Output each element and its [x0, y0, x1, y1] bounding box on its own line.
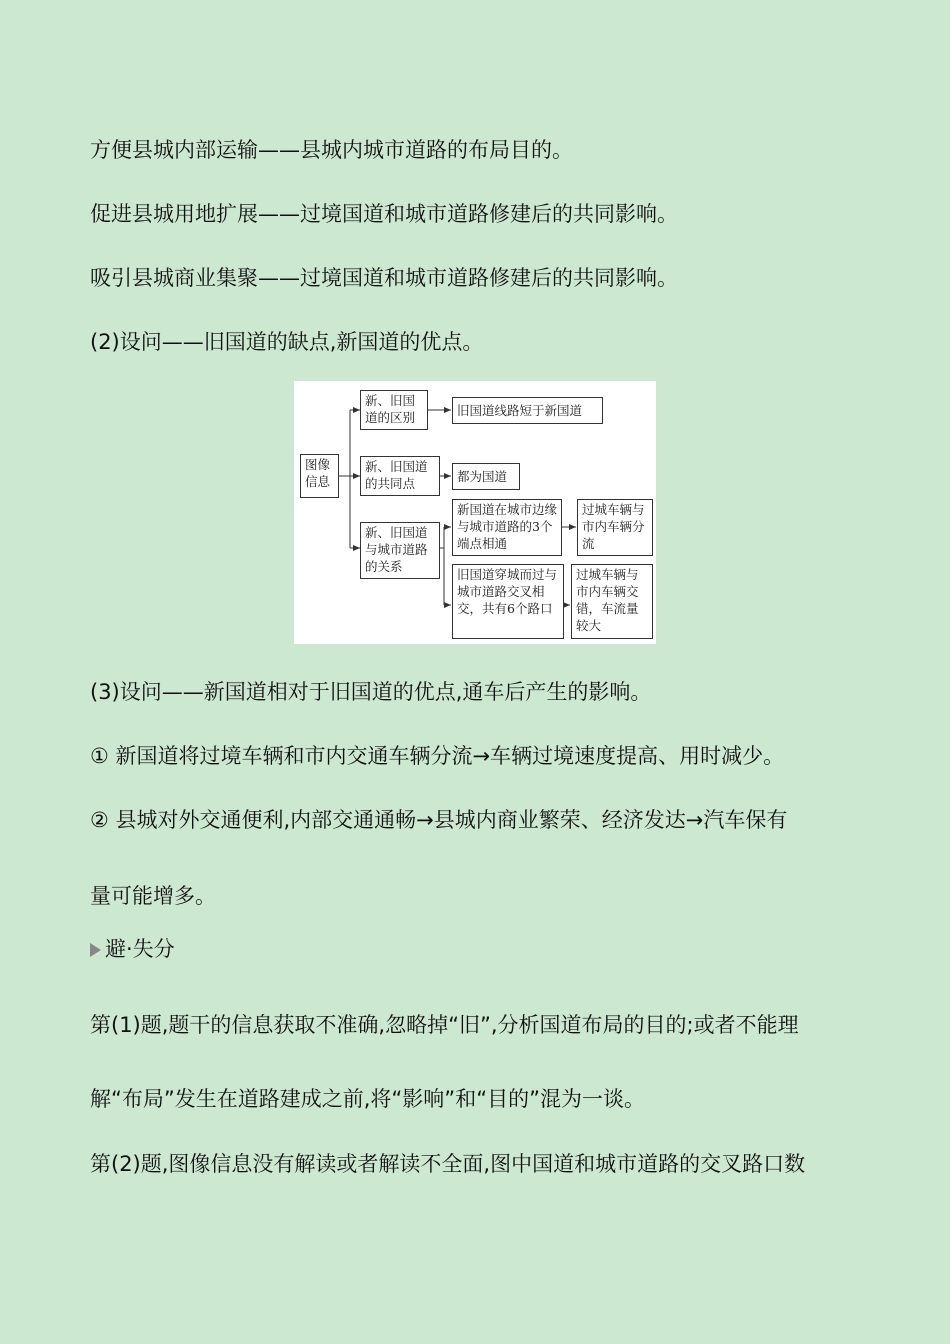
question-3-heading: (3)设问——新国道相对于旧国道的优点,通车后产生的影响。 — [90, 680, 652, 704]
point-2-continued: 量可能增多。 — [90, 884, 216, 908]
diagram-difference-result-box: 旧国道线路短于新国道 — [452, 397, 603, 424]
diagram-root-box: 图像信息 — [300, 454, 339, 498]
mistake-1-text: 第(1)题,题干的信息获取不准确,忽略掉“旧”,分析国道布局的目的;或者不能理 — [90, 1013, 799, 1037]
image-info-diagram — [294, 381, 656, 644]
question-2-heading: (2)设问——旧国道的缺点,新国道的优点。 — [90, 330, 484, 354]
diagram-old-road-box: 旧国道穿城而过与城市道路交叉相交，共有6个路口 — [452, 564, 564, 639]
section-avoid-mistakes — [90, 935, 175, 963]
mistake-2-text: 第(2)题,图像信息没有解读或者解读不全面,图中国道和城市道路的交叉路口数 — [90, 1152, 806, 1176]
text-line-2: 促进县城用地扩展——过境国道和城市道路修建后的共同影响。 — [90, 202, 678, 226]
diagram-old-road-result-box: 过城车辆与市内车辆交错，车流量较大 — [571, 564, 653, 639]
play-triangle-icon — [90, 943, 101, 957]
mistake-1-continued: 解“布局”发生在道路建成之前,将“影响”和“目的”混为一谈。 — [90, 1087, 645, 1111]
point-2-text: ② 县城对外交通便利,内部交通通畅→县城内商业繁荣、经济发达→汽车保有 — [90, 808, 788, 832]
diagram-new-road-result-box: 过城车辆与市内车辆分流 — [577, 499, 653, 556]
point-1-text: ① 新国道将过境车辆和市内交通车辆分流→车辆过境速度提高、用时减少。 — [90, 744, 785, 768]
diagram-common-box: 新、旧国道的共同点 — [360, 456, 440, 496]
section-avoid-mistakes-label: 避·失分 — [105, 937, 175, 961]
diagram-difference-box: 新、旧国道的区别 — [360, 390, 428, 430]
text-line-3: 吸引县城商业集聚——过境国道和城市道路修建后的共同影响。 — [90, 266, 678, 290]
diagram-new-road-box: 新国道在城市边缘与城市道路的3个端点相通 — [452, 499, 562, 556]
diagram-relation-box: 新、旧国道与城市道路的关系 — [360, 522, 440, 579]
text-line-1: 方便县城内部运输——县城内城市道路的布局目的。 — [90, 138, 573, 162]
diagram-common-result-box: 都为国道 — [452, 463, 520, 490]
